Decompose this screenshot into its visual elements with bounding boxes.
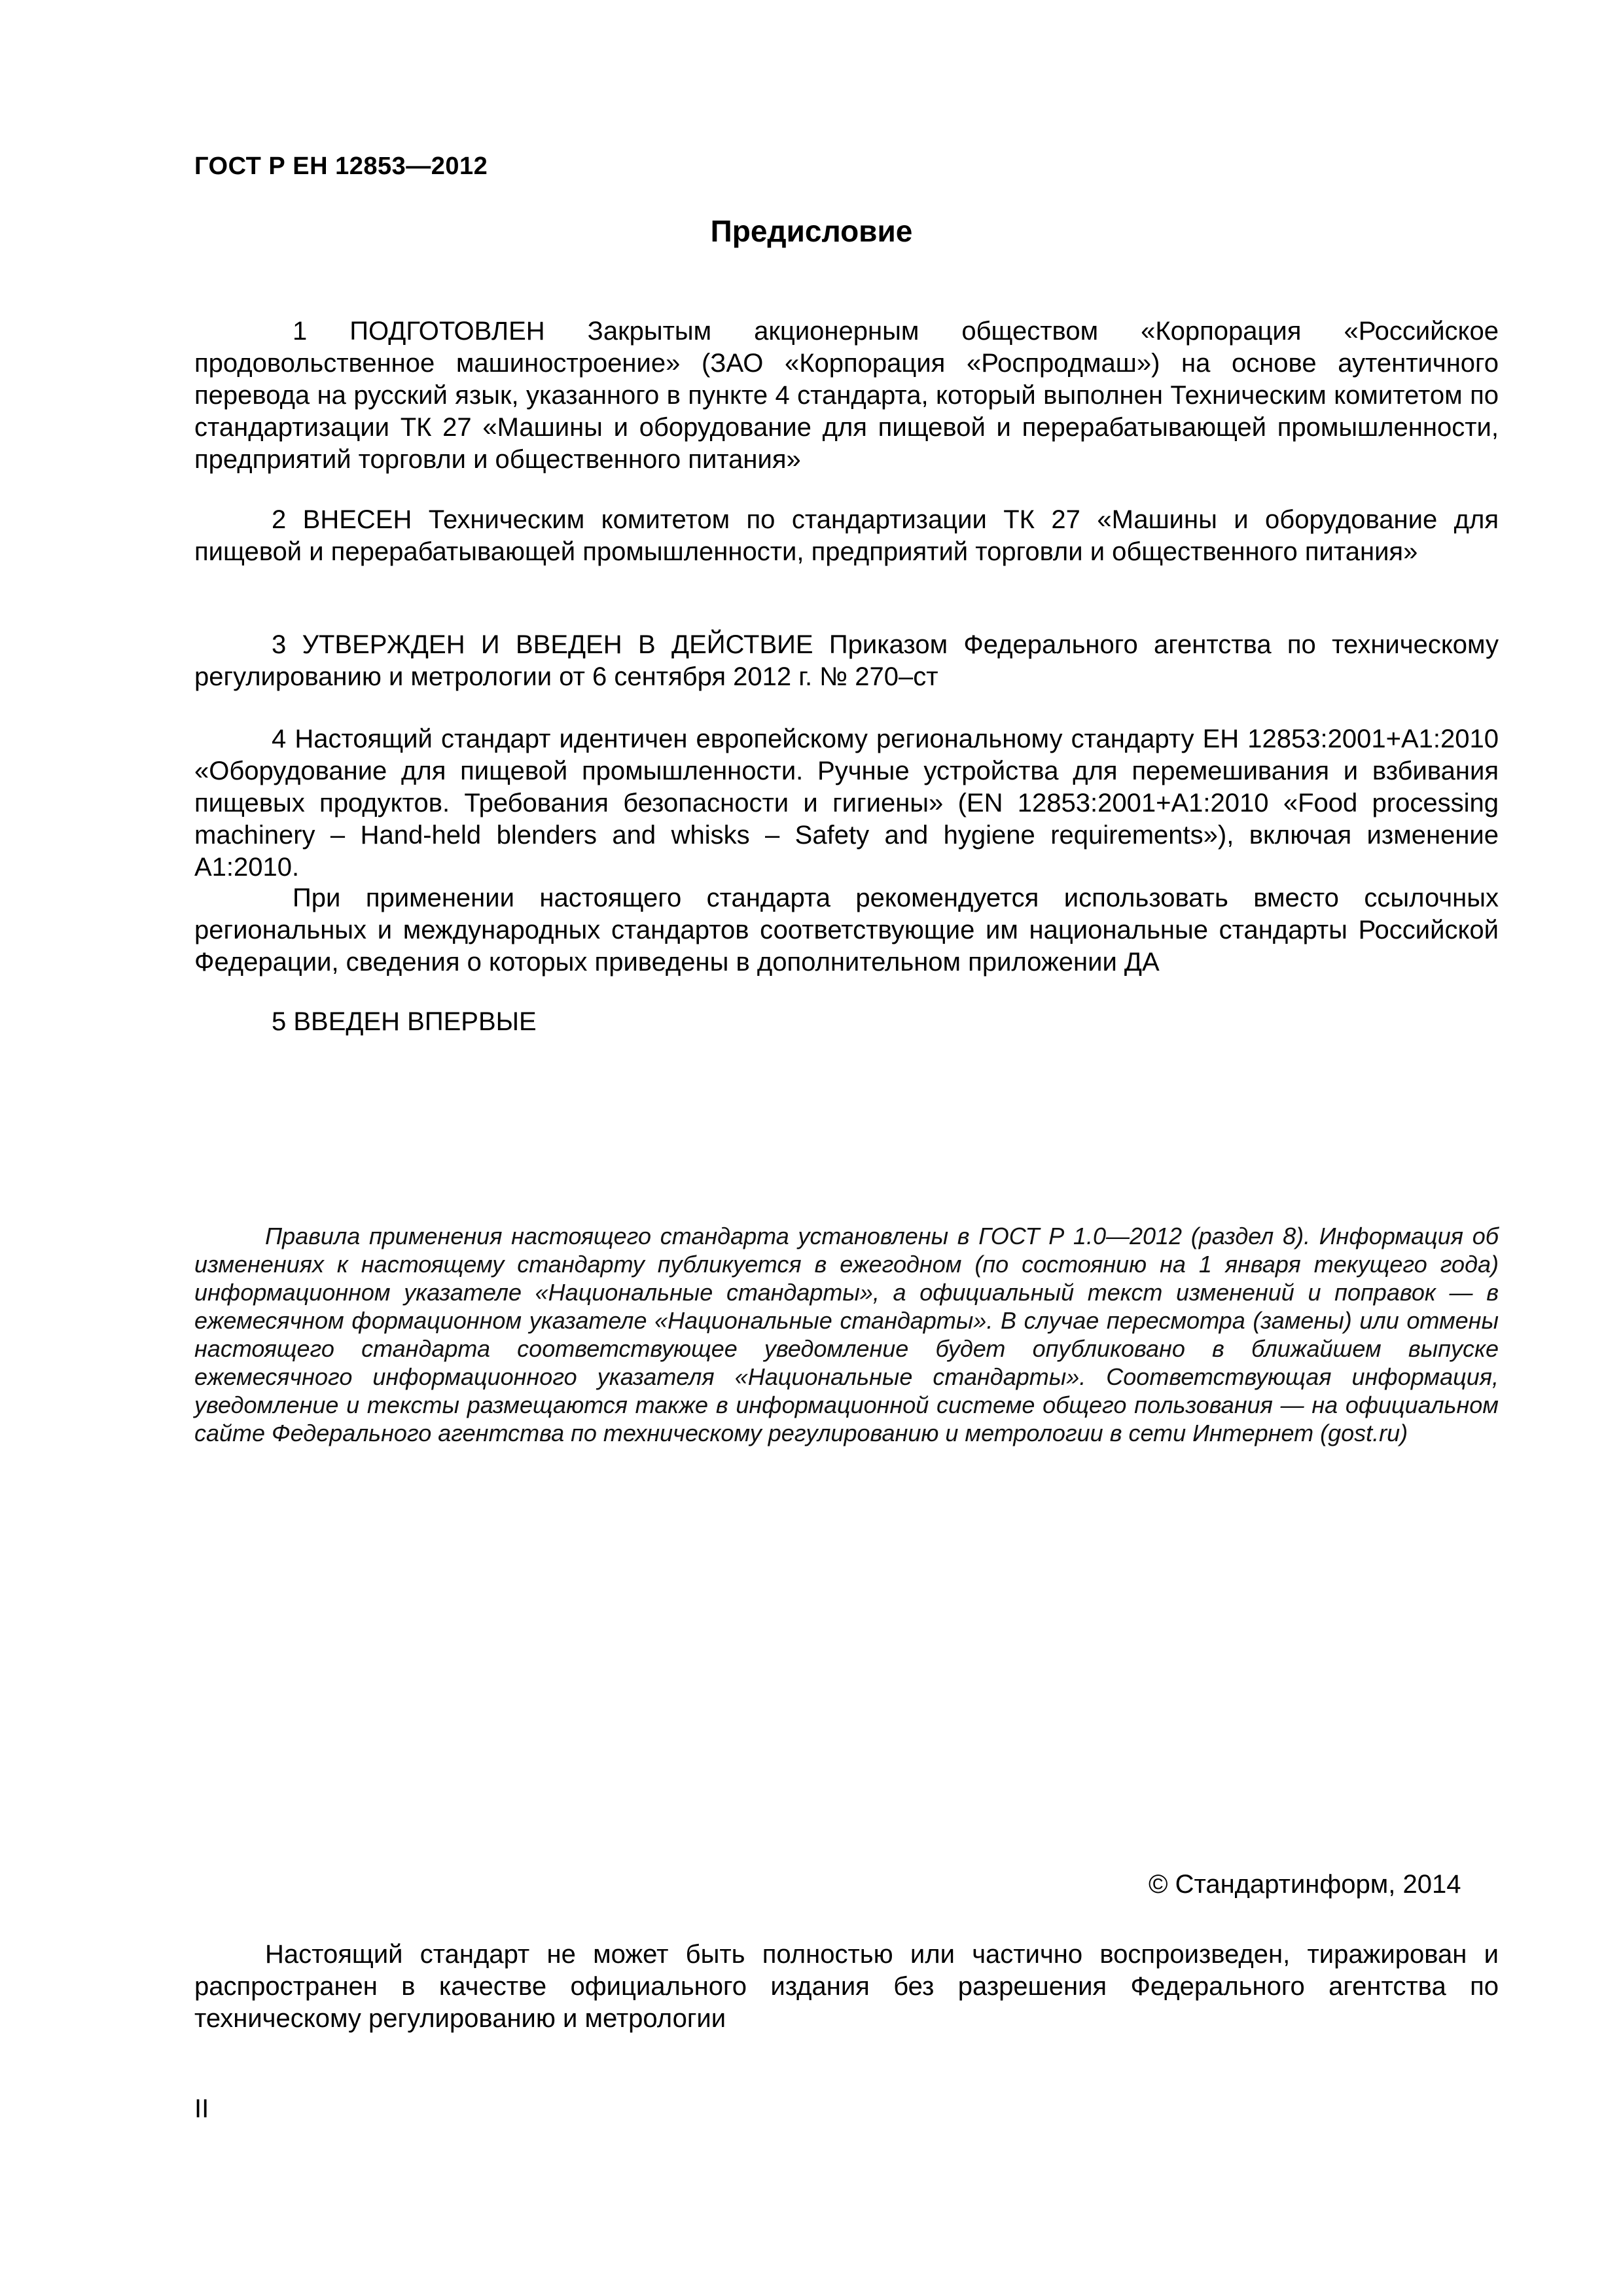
- foreword-item-text: При применении настоящего стандарта рекомендуется использовать вместо ссылочных региональных и международных стандартов соответствующие им национальные стандарты Российской Федерации, сведения о которых приведены в дополнительном приложении ДА: [194, 884, 1499, 977]
- reproduction-notice: [194, 1939, 1499, 2035]
- foreword-item-4-paragraph-2: [194, 882, 1499, 978]
- page-number: II: [194, 2094, 209, 2123]
- reproduction-notice-text: Настоящий стандарт не может быть полностью или частично воспроизведен, тиражирован и распространен в качестве официального издания без разрешения Федерального агентства по техническому регулированию и метрологии: [194, 1940, 1499, 2033]
- foreword-item-text: 1 ПОДГОТОВЛЕН Закрытым акционерным обществом «Корпорация «Российское продовольственное машиностроение» (ЗАО «Корпорация «Роспродмаш») на основе аутентичного перевода на русский язык, указанного в пункте 4 стандарта, который выполнен Техническим комитетом по стандартизации ТК 27 «Машины и оборудование для пищевой и перерабатывающей промышленности, предприятий торговли и общественного питания»: [194, 317, 1499, 474]
- foreword-item-3: [194, 629, 1499, 693]
- foreword-item-5: [194, 1006, 1499, 1038]
- foreword-item-1: [194, 315, 1499, 476]
- document-code: ГОСТ Р ЕН 12853—2012: [194, 152, 488, 180]
- foreword-item-4: [194, 723, 1499, 884]
- application-rules-note: [194, 1222, 1499, 1447]
- foreword-item-text: 4 Настоящий стандарт идентичен европейскому региональному стандарту ЕН 12853:2001+A1:2010 «Оборудование для пищевой промышленности. Ручные устройства для перемешивания и взбивания пищевых продуктов. Требования безопасности и гигиены» (EN 12853:2001+A1:2010 «Food processing machinery – Hand-held blenders and whisks – Safety and hygiene requirements»), включая изменение A1:2010.: [194, 725, 1499, 882]
- foreword-item-text: 5 ВВЕДЕН ВПЕРВЫЕ: [272, 1007, 537, 1036]
- page-title: Предисловие: [710, 214, 913, 248]
- foreword-item-text: 3 УТВЕРЖДЕН И ВВЕДЕН В ДЕЙСТВИЕ Приказом Федерального агентства по техническому регулированию и метрологии от 6 сентября 2012 г. № 270–ст: [194, 630, 1499, 691]
- foreword-item-text: 2 ВНЕСЕН Техническим комитетом по стандартизации ТК 27 «Машины и оборудование для пищевой и перерабатывающей промышленности, предприятий торговли и общественного питания»: [194, 505, 1499, 566]
- note-text: Правила применения настоящего стандарта установлены в ГОСТ Р 1.0—2012 (раздел 8). Информация об изменениях к настоящему стандарту публикуется в ежегодном (по состоянию на 1 января текущего года) информационном указателе «Национальные стандарты», а официальный текст изменений и поправок — в ежемесячном формационном указателе «Национальные стандарты». В случае пересмотра (замены) или отмены настоящего стандарта соответствующее уведомление будет опубликовано в ближайшем выпуске ежемесячного информационного указателя «Национальные стандарты». Соответствующая информация, уведомление и тексты размещаются также в информационной системе общего пользования — на официальном сайте Федерального агентства по техническому регулированию и метрологии в сети Интернет (gost.ru): [194, 1223, 1499, 1446]
- copyright-line: © Стандартинформ, 2014: [1149, 1870, 1461, 1899]
- foreword-item-2: [194, 504, 1499, 568]
